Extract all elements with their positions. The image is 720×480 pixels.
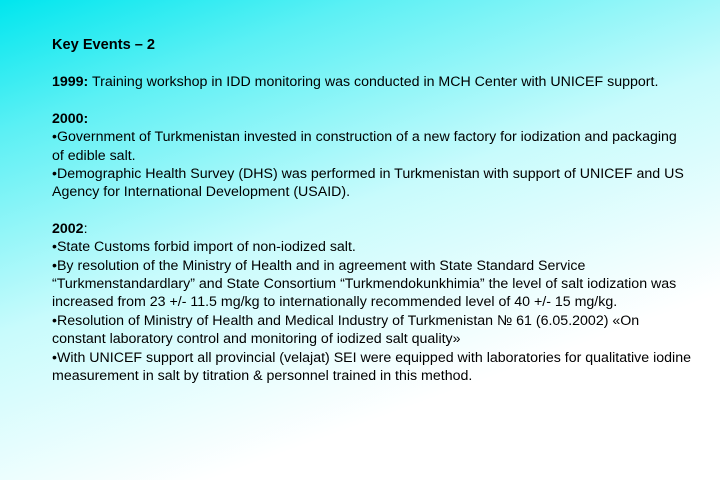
- event-2000-bullet-1: •Government of Turkmenistan invested in construction of a new factory for iodization and packaging of edible salt.: [52, 129, 677, 164]
- year-2000-label: 2000:: [52, 110, 89, 127]
- event-2000: [52, 110, 692, 202]
- year-2002-label: 2002: [52, 220, 84, 237]
- event-2002-bullet-1: •State Customs forbid import of non-iodized salt.: [52, 239, 356, 256]
- slide-content: [52, 36, 692, 386]
- year-2002-heading: [52, 220, 692, 238]
- event-2002: [52, 220, 692, 386]
- slide-title: Key Events – 2: [52, 37, 156, 53]
- event-1999-description: Training workshop in IDD monitoring was conducted in MCH Center with UNICEF support.: [88, 74, 659, 91]
- event-2002-bullet-4: •With UNICEF support all provincial (velajat) SEI were equipped with laboratories for qualitative iodine measurement in salt by titration & personnel trained in this method.: [52, 349, 691, 385]
- event-2000-bullet-2: •Demographic Health Survey (DHS) was performed in Turkmenistan with support of UNICEF and US Agency for International Development (USAID).: [52, 166, 684, 201]
- year-1999-label: 1999:: [52, 74, 89, 91]
- event-2002-bullet-2: •By resolution of the Ministry of Health and in agreement with State Standard Service “Turkmenstandardlary” and State Consortium “Turkmendokunkhimia” the level of salt iodization was increased from 23 +/- 11.5 mg/kg to internationally recommended level of 40 +/- 15 mg/kg.: [52, 257, 677, 311]
- event-1999-text: [52, 73, 692, 91]
- event-2002-bullet-3: •Resolution of Ministry of Health and Medical Industry of Turkmenistan № 61 (6.05.2002) «On constant laboratory control and monitoring of iodized salt quality»: [52, 312, 640, 348]
- year-2002-colon: :: [83, 220, 88, 237]
- event-1999: [52, 73, 692, 91]
